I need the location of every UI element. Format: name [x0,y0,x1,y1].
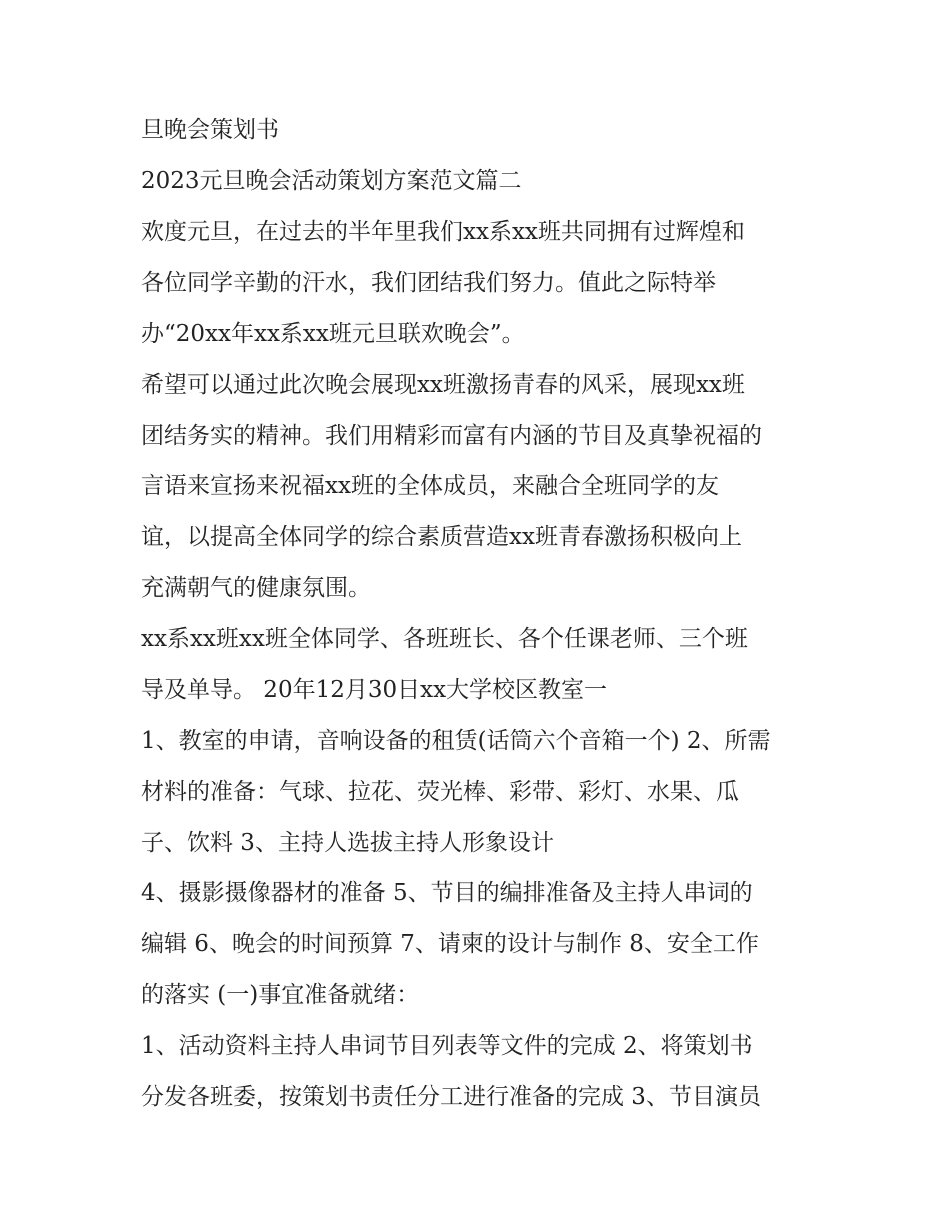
text-line: 2023元旦晚会活动策划方案范文篇二 [141,168,522,194]
text-line: 导及单导。 20年12月30日xx大学校区教室一 [141,677,608,703]
text-line: 希望可以通过此次晚会展现xx班激扬青春的风采，展现xx班 [141,372,745,398]
text-line: 充满朝气的健康氛围。 [141,575,371,601]
text-line: 各位同学辛勤的汗水，我们团结我们努力。值此之际特举 [141,270,716,296]
text-line: 旦晚会策划书 [141,117,279,143]
text-line: 材料的准备：气球、拉花、荧光棒、彩带、彩灯、水果、瓜 [141,779,739,805]
text-line: 1、教室的申请，音响设备的租赁(话筒六个音箱一个) 2、所需 [141,728,771,754]
text-line: 分发各班委，按策划书责任分工进行准备的完成 3、节目演员 [141,1084,761,1110]
text-line: 言语来宣扬来祝福xx班的全体成员，来融合全班同学的友 [141,473,719,499]
text-line: 4、摄影摄像器材的准备 5、节目的编排准备及主持人串词的 [141,880,753,906]
text-line: 的落实 (一)事宜准备就绪： [141,982,420,1008]
text-line: 谊，以提高全体同学的综合素质营造xx班青春激扬积极向上 [141,524,742,550]
text-line: 1、活动资料主持人串词节目列表等文件的完成 2、将策划书 [141,1033,753,1059]
text-line: 编辑 6、晚会的时间预算 7、请柬的设计与制作 8、安全工作 [141,931,759,957]
text-line: xx系xx班xx班全体同学、各班班长、各个任课老师、三个班 [141,626,748,652]
text-line: 欢度元旦，在过去的半年里我们xx系xx班共同拥有过辉煌和 [141,219,745,245]
text-line: 团结务实的精神。我们用精彩而富有内涵的节目及真挚祝福的 [141,423,762,449]
text-line: 办“20xx年xx系xx班元旦联欢晚会”。 [141,321,525,347]
text-line: 子、饮料 3、主持人选拔主持人形象设计 [141,830,554,856]
